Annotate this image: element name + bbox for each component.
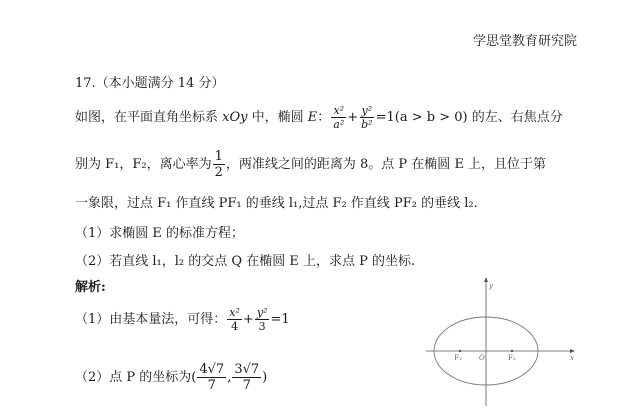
fraction-eccentricity [213, 149, 225, 180]
fraction-y2-3 [255, 306, 270, 333]
solution-heading: 解析: [75, 280, 106, 295]
text: （2）点 P 的坐标为 [75, 370, 192, 385]
problem-line-2 [75, 149, 546, 180]
denominator: b² [361, 118, 373, 131]
fraction-x2-4 [227, 306, 242, 333]
numerator: y² [256, 306, 268, 319]
part-2: （2）若直线 l₁，l₂ 的交点 Q 在椭圆 E 上，求点 P 的坐标. [75, 254, 416, 269]
numerator: x² [333, 104, 345, 117]
x-axis-arrow [570, 349, 575, 353]
solution-line-1 [75, 306, 290, 333]
numerator: x² [229, 306, 240, 319]
origin-label: O [479, 354, 485, 362]
part-1: （1）求椭圆 E 的标准方程； [75, 226, 245, 241]
denominator: 4 [231, 320, 239, 333]
fraction-y-coord [232, 362, 261, 393]
text: （1）由基本量法，可得： [75, 312, 227, 327]
numerator: 3√7 [234, 362, 260, 377]
denominator: 7 [242, 378, 251, 393]
y-axis-label: y [489, 282, 493, 290]
paren-open: ( [191, 370, 197, 385]
problem-line-1 [75, 104, 563, 131]
problem-number: 17.（本小题满分 14 分） [75, 76, 225, 91]
text: 中，椭圆 [247, 110, 308, 125]
equation-rhs: =1 [270, 312, 290, 327]
numerator: 1 [214, 149, 223, 164]
plus: + [242, 312, 254, 327]
denominator: a² [333, 118, 345, 131]
text: 别为 F₁，F₂，离心率为 [75, 157, 212, 172]
f1-label: F₁ [454, 354, 462, 362]
equation-rhs: =1(a > b > 0) [375, 110, 468, 125]
fraction-x2-a2 [331, 104, 346, 131]
brand-header: 学思堂教育研究院 [473, 34, 578, 49]
focus-f1 [459, 350, 461, 352]
fraction-x-coord [197, 362, 226, 393]
denominator: 2 [214, 165, 223, 180]
text: ，两准线之间的距离为 8。点 P 在椭圆 E 上，且位于第 [225, 157, 547, 172]
coord-system: xOy [222, 110, 248, 125]
f2-label: F₂ [508, 354, 516, 362]
y-axis-arrow [484, 277, 488, 282]
x-axis-label: x [570, 354, 574, 362]
focus-f2 [511, 350, 513, 352]
text: 如图，在平面直角坐标系 [75, 110, 223, 125]
problem-line-3: 一象限，过点 F₁ 作直线 PF₁ 的垂线 l₁,过点 F₂ 作直线 PF₂ 的垂线 l₂. [75, 196, 478, 211]
fraction-y2-b2 [359, 104, 374, 131]
solution-line-2 [75, 362, 267, 393]
numerator: 4√7 [199, 362, 225, 377]
text: 的左、右焦点分 [467, 110, 563, 125]
ellipse-name: E [307, 110, 318, 125]
ellipse-figure [420, 276, 580, 408]
denominator: 3 [258, 320, 266, 333]
plus: + [347, 110, 359, 125]
comma: , [227, 370, 232, 385]
paren-close: ) [262, 370, 268, 385]
colon: ： [317, 110, 331, 125]
numerator: y² [361, 104, 373, 117]
denominator: 7 [207, 378, 216, 393]
